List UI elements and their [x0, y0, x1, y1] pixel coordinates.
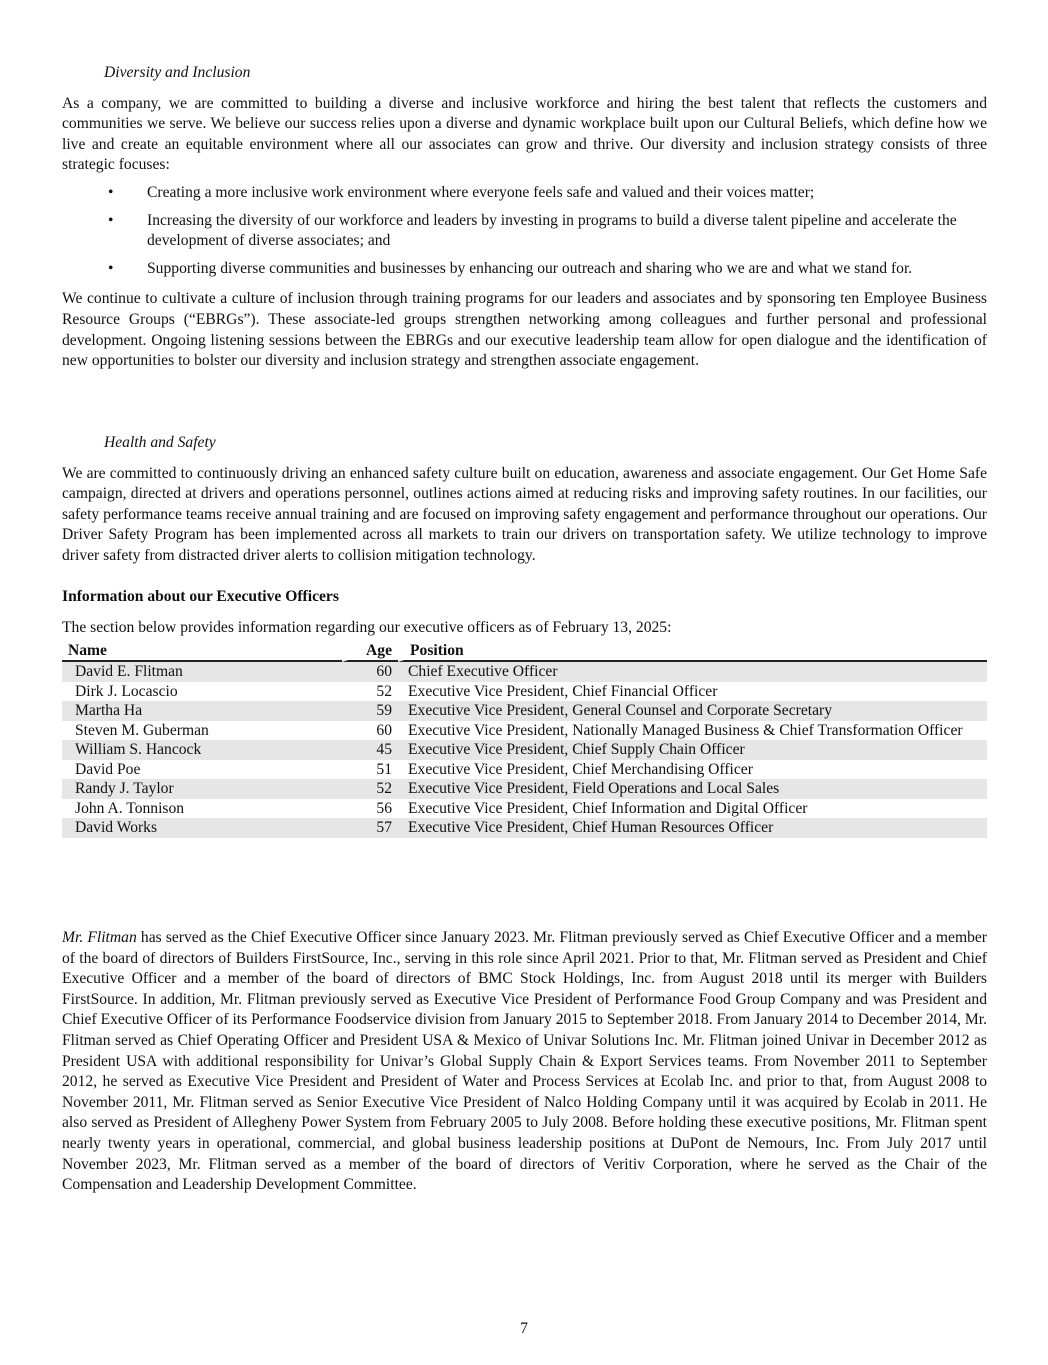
officer-name: David Poe	[75, 760, 141, 778]
officer-position: Executive Vice President, General Counsel and Corporate Secretary	[398, 701, 987, 721]
officer-name: David E. Flitman	[62, 662, 342, 682]
diversity-section	[62, 63, 987, 372]
diversity-heading: Diversity and Inclusion	[104, 64, 251, 81]
table-row	[62, 662, 987, 682]
officer-age: 57	[342, 818, 398, 838]
officer-position: Executive Vice President, Chief Information and Digital Officer	[408, 799, 808, 817]
bullet-text: Creating a more inclusive work environment where everyone feels safe and valued and their voices matter;	[147, 183, 815, 201]
officer-name: Martha Ha	[62, 701, 342, 721]
officer-position: Chief Executive Officer	[398, 662, 987, 682]
officer-age: 60	[376, 721, 392, 739]
column-header-name: Name	[62, 641, 342, 662]
health-section	[62, 433, 987, 567]
officer-name: Steven M. Guberman	[75, 721, 209, 739]
bullet-glyph: •	[108, 211, 114, 229]
column-header-position: Position	[398, 641, 987, 662]
bio-text: has served as the Chief Executive Officer since January 2023. Mr. Flitman previously served as Chief Executive Officer and a member of the board of directors of Builders FirstSource, Inc., serving in this role since April 2021. Prior to that, Mr. Flitman served as President and Chief Executive Officer and a member of the board of directors of BMC Stock Holdings, Inc. from August 2018 until its merger with Builders FirstSource. In addition, Mr. Flitman previously served as Executive Vice President of Performance Food Group Company and was President and Chief Executive Officer of its Performance Foodservice division from January 2015 to September 2018. From January 2014 to December 2014, Mr. Flitman served as Chief Operating Officer and President USA & Mexico of Univar Solutions Inc. Mr. Flitman joined Univar in December 2012 as President USA with additional responsibility for Univar’s Global Supply Chain & Export Services teams. From November 2011 to September 2012, he served as Executive Vice President and President of Water and Process Services at Ecolab Inc. and prior to that, from August 2008 to November 2011, Mr. Flitman served as Senior Executive Vice President of Nalco Holding Company until it was acquired by Ecolab in 2011. He also served as President of Allegheny Power System from February 2005 to July 2008. Before holding these executive positions, Mr. Flitman spent nearly twenty years in operational, commercial, and global business leadership positions at DuPont de Nemours, Inc. From July 2017 until November 2023, Mr. Flitman served as a member of the board of directors of Veritiv Corporation, where he served as the Chair of the Compensation and Leadership Development Committee.	[62, 929, 987, 1194]
diversity-intro: As a company, we are committed to building a diverse and inclusive workforce and hiring the best talent that reflects the customers and communities we serve. We believe our success relies upon a diverse and dynamic workplace built upon our Cultural Beliefs, which define how we live and create an equitable environment where all our associates can grow and thrive. Our diversity and inclusion strategy consists of three strategic focuses:	[62, 94, 987, 174]
officer-age: 52	[376, 682, 392, 700]
table-row	[62, 779, 987, 799]
officer-position: Executive Vice President, Nationally Managed Business & Chief Transformation Officer	[408, 721, 963, 739]
bullet-text: Increasing the diversity of our workforce and leaders by investing in programs to build a diverse talent pipeline and accelerate the development of diverse associates; and	[147, 211, 957, 250]
diversity-closing: We continue to cultivate a culture of inclusion through training programs for our leaders and associates and by sponsoring ten Employee Business Resource Groups (“EBRGs”). These associate-led groups strengthen networking among colleagues and further personal and professional development. Ongoing listening sessions between the EBRGs and our executive leadership team allow for open dialogue and the identification of new opportunities to bolster our diversity and inclusion strategy and strengthen associate engagement.	[62, 290, 987, 370]
table-row	[62, 721, 987, 741]
table-header-row	[62, 641, 987, 662]
health-body: We are committed to continuously driving an enhanced safety culture built on education, awareness and associate engagement. Our Get Home Safe campaign, directed at drivers and operations personnel, outlines actions aimed at reducing risks and improving safety routines. In our facilities, our safety performance teams receive annual training and are focused on improving safety engagement and performance throughout our operations. Our Driver Safety Program has been implemented across all markets to train our drivers on transportation safety. We utilize technology to improve driver safety from distracted driver alerts to collision mitigation technology.	[62, 464, 987, 564]
officer-name: Randy J. Taylor	[62, 779, 342, 799]
bullet-item	[62, 183, 987, 204]
officer-age: 51	[376, 760, 392, 778]
officer-name: Dirk J. Locascio	[75, 682, 178, 700]
bullet-glyph: •	[108, 183, 114, 201]
table-row	[62, 740, 987, 760]
officer-position: Executive Vice President, Chief Supply Chain Officer	[398, 740, 987, 760]
executive-officers-table	[62, 641, 987, 838]
bullet-glyph: •	[108, 259, 114, 277]
executives-section	[62, 587, 987, 838]
officer-position: Executive Vice President, Field Operations and Local Sales	[398, 779, 987, 799]
officer-name: John A. Tonnison	[75, 799, 185, 817]
officer-age: 60	[342, 662, 398, 682]
officer-age: 59	[342, 701, 398, 721]
bullet-item	[62, 211, 987, 252]
table-row	[62, 799, 987, 819]
officer-name: William S. Hancock	[62, 740, 342, 760]
officer-age: 45	[342, 740, 398, 760]
table-row	[62, 682, 987, 702]
officer-position: Executive Vice President, Chief Merchandising Officer	[408, 760, 753, 778]
health-heading: Health and Safety	[104, 434, 216, 451]
column-header-age: Age	[342, 641, 398, 662]
table-row	[62, 818, 987, 838]
bullet-item	[62, 259, 987, 280]
page-number: 7	[520, 1320, 528, 1337]
table-row	[62, 760, 987, 780]
executives-heading: Information about our Executive Officers	[62, 588, 339, 605]
flitman-bio	[62, 928, 987, 1196]
executives-intro: The section below provides information regarding our executive officers as of February 13, 2025:	[62, 618, 672, 636]
officer-age: 52	[342, 779, 398, 799]
officer-name: David Works	[62, 818, 342, 838]
bio-name-lead: Mr. Flitman	[62, 929, 137, 946]
diversity-bullets	[62, 183, 987, 279]
officer-age: 56	[376, 799, 392, 817]
table-row	[62, 701, 987, 721]
officer-position: Executive Vice President, Chief Human Resources Officer	[398, 818, 987, 838]
officer-position: Executive Vice President, Chief Financial Officer	[408, 682, 718, 700]
bullet-text: Supporting diverse communities and businesses by enhancing our outreach and sharing who we are and what we stand for.	[147, 259, 913, 277]
